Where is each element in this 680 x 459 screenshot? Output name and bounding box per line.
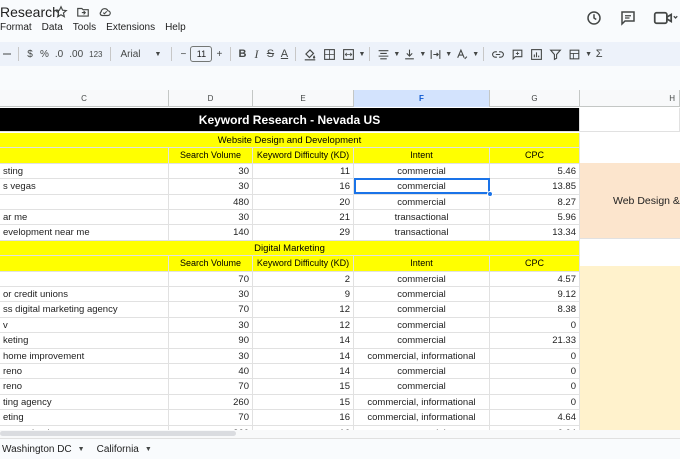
toolbar-divider: [483, 47, 484, 61]
header-intent[interactable]: Intent: [354, 256, 490, 271]
kd-cell[interactable]: 11: [253, 164, 354, 179]
keyword-cell[interactable]: ar me: [0, 210, 169, 225]
column-header-f[interactable]: F: [354, 90, 490, 107]
search-volume-cell[interactable]: 30: [169, 210, 253, 225]
merged-category-cell[interactable]: Web Design &: [580, 163, 680, 239]
sheet-title[interactable]: Keyword Research - Nevada US: [0, 108, 580, 132]
search-volume-cell[interactable]: 40: [169, 364, 253, 379]
cpc-cell[interactable]: 9.12: [490, 287, 580, 302]
keyword-cell[interactable]: keting: [0, 333, 169, 348]
header-keyword[interactable]: [0, 148, 169, 163]
cpc-cell[interactable]: 0: [490, 379, 580, 394]
sheet-tab-washington-dc[interactable]: [0, 444, 95, 455]
horizontal-scrollbar[interactable]: [0, 430, 680, 438]
table-row: [0, 410, 680, 425]
chevron-down-icon: ▼: [154, 50, 162, 58]
sheet-tab-bar: [0, 438, 680, 459]
section-title[interactable]: Website Design and Development: [0, 133, 580, 148]
keyword-cell[interactable]: v: [0, 318, 169, 333]
insert-link-icon[interactable]: [488, 44, 508, 64]
currency-format-button[interactable]: $: [27, 48, 33, 60]
intent-cell[interactable]: commercial: [354, 318, 490, 333]
decrease-decimal-button[interactable]: .0: [54, 48, 64, 60]
kd-cell[interactable]: 16: [253, 179, 354, 194]
search-volume-cell[interactable]: 70: [169, 410, 253, 425]
chevron-down-icon[interactable]: ▼: [419, 50, 427, 58]
kd-cell[interactable]: 12: [253, 302, 354, 317]
keyword-cell[interactable]: ting agency: [0, 395, 169, 410]
chevron-down-icon[interactable]: ▼: [77, 445, 85, 453]
chevron-down-icon[interactable]: ▼: [358, 50, 366, 58]
section-title-row: [0, 241, 680, 256]
kd-cell[interactable]: 14: [253, 333, 354, 348]
kd-cell[interactable]: 21: [253, 210, 354, 225]
search-volume-cell[interactable]: 260: [169, 395, 253, 410]
intent-cell[interactable]: commercial: [354, 287, 490, 302]
decrease-font-size-button[interactable]: −: [180, 48, 187, 60]
search-volume-cell[interactable]: 70: [169, 272, 253, 287]
search-volume-cell[interactable]: 70: [169, 379, 253, 394]
toolbar-divider: [295, 47, 296, 61]
kd-cell[interactable]: 9: [253, 287, 354, 302]
text-wrap-icon[interactable]: [426, 44, 445, 64]
intent-cell[interactable]: commercial: [354, 164, 490, 179]
kd-cell[interactable]: 15: [253, 395, 354, 410]
kd-cell[interactable]: 14: [253, 349, 354, 364]
search-volume-cell[interactable]: 30: [169, 287, 253, 302]
cloud-status-icon[interactable]: [98, 5, 112, 19]
search-volume-cell[interactable]: 30: [169, 164, 253, 179]
number-format-button[interactable]: 123: [89, 49, 103, 59]
cpc-cell[interactable]: 0: [490, 318, 580, 333]
search-volume-cell[interactable]: 140: [169, 225, 253, 240]
sheet-tab-label: Washington DC: [2, 443, 72, 455]
table-row: [0, 318, 680, 333]
kd-cell[interactable]: 15: [253, 379, 354, 394]
move-folder-icon[interactable]: [76, 5, 90, 19]
percent-format-button[interactable]: %: [40, 48, 49, 60]
sheet-tab-california[interactable]: [95, 444, 162, 455]
table-row: [0, 349, 680, 364]
table-row: [0, 225, 680, 240]
cpc-cell[interactable]: 0: [490, 364, 580, 379]
strikethrough-button[interactable]: S: [266, 48, 275, 60]
cpc-cell[interactable]: 8.27: [490, 195, 580, 210]
toolbar-divider: [369, 47, 370, 61]
filter-views-icon[interactable]: [565, 44, 585, 64]
sheet-title-row: [0, 108, 680, 132]
font-size-input[interactable]: 11: [190, 46, 212, 62]
table-row: [0, 333, 680, 348]
table-row: [0, 302, 680, 317]
header-search-volume[interactable]: Search Volume: [169, 148, 253, 163]
search-volume-cell[interactable]: 70: [169, 302, 253, 317]
intent-cell[interactable]: transactional: [354, 210, 490, 225]
spreadsheet-grid[interactable]: [0, 90, 680, 431]
keyword-cell[interactable]: [0, 272, 169, 287]
chevron-down-icon[interactable]: ▼: [585, 50, 593, 58]
undo-icon[interactable]: [0, 44, 14, 64]
menu-tools[interactable]: Tools: [72, 22, 97, 33]
top-right-actions: [584, 8, 680, 28]
cpc-cell[interactable]: 8.38: [490, 302, 580, 317]
horizontal-align-icon[interactable]: [374, 44, 393, 64]
table-row: [0, 164, 680, 179]
table-row: [0, 195, 680, 210]
menu-format[interactable]: Format: [0, 22, 32, 33]
column-header-g[interactable]: G: [490, 90, 580, 107]
header-kd[interactable]: Keyword Difficulty (KD): [253, 148, 354, 163]
kd-cell[interactable]: 14: [253, 364, 354, 379]
intent-cell[interactable]: commercial: [354, 272, 490, 287]
functions-icon[interactable]: Σ: [595, 48, 603, 60]
keyword-cell[interactable]: s vegas: [0, 179, 169, 194]
title-icons: [54, 5, 112, 19]
intent-cell[interactable]: commercial, informational: [354, 349, 490, 364]
chevron-down-icon[interactable]: ▼: [144, 445, 152, 453]
merge-cells-icon[interactable]: [339, 44, 358, 64]
cpc-cell[interactable]: 21.33: [490, 333, 580, 348]
font-family-select[interactable]: [115, 49, 168, 60]
keyword-cell[interactable]: reno: [0, 364, 169, 379]
search-volume-cell[interactable]: 90: [169, 333, 253, 348]
kd-cell[interactable]: 12: [253, 318, 354, 333]
vertical-align-icon[interactable]: [400, 44, 419, 64]
keyword-cell[interactable]: home improvement: [0, 349, 169, 364]
toolbar-divider: [230, 47, 231, 61]
cpc-cell[interactable]: 4.64: [490, 410, 580, 425]
table-row: [0, 179, 680, 194]
scrollbar-thumb[interactable]: [0, 431, 236, 436]
menu-help[interactable]: Help: [165, 22, 186, 33]
keyword-cell[interactable]: [0, 195, 169, 210]
intent-cell[interactable]: commercial: [354, 302, 490, 317]
toolbar-divider: [171, 47, 172, 61]
cpc-cell[interactable]: 13.85: [490, 179, 580, 194]
bold-button[interactable]: B: [238, 48, 247, 60]
font-family-value: Arial: [120, 48, 141, 60]
column-header-d[interactable]: D: [169, 90, 253, 107]
keyword-cell[interactable]: evelopment near me: [0, 225, 169, 240]
table-row: [0, 272, 680, 287]
header-search-volume[interactable]: Search Volume: [169, 256, 253, 271]
search-volume-cell[interactable]: 30: [169, 318, 253, 333]
title-bar: [0, 0, 680, 40]
menu-extensions[interactable]: Extensions: [106, 22, 156, 33]
italic-button[interactable]: I: [254, 46, 259, 61]
search-volume-cell[interactable]: 30: [169, 349, 253, 364]
keyword-cell[interactable]: reno: [0, 379, 169, 394]
kd-cell[interactable]: 20: [253, 195, 354, 210]
column-header-bar: [0, 90, 680, 107]
text-color-button[interactable]: A: [280, 48, 289, 60]
intent-cell[interactable]: commercial, informational: [354, 395, 490, 410]
cpc-cell[interactable]: 0: [490, 395, 580, 410]
menu-data[interactable]: Data: [41, 22, 63, 33]
document-title[interactable]: Research: [0, 4, 60, 20]
video-call-icon[interactable]: [652, 8, 680, 28]
header-kd[interactable]: Keyword Difficulty (KD): [253, 256, 354, 271]
keyword-cell[interactable]: eting: [0, 410, 169, 425]
insert-comment-icon[interactable]: [508, 44, 527, 64]
fill-color-icon[interactable]: [300, 44, 320, 64]
intent-cell[interactable]: commercial: [354, 364, 490, 379]
history-icon[interactable]: [584, 8, 604, 28]
column-header-c[interactable]: C: [0, 90, 169, 107]
merged-category-cell[interactable]: [580, 266, 680, 431]
table-row: [0, 287, 680, 302]
toolbar: [0, 42, 680, 66]
chevron-down-icon[interactable]: ▼: [472, 50, 480, 58]
star-icon[interactable]: [54, 5, 68, 19]
keyword-cell[interactable]: or credit unions: [0, 287, 169, 302]
intent-cell[interactable]: commercial: [354, 179, 490, 194]
toolbar-divider: [18, 47, 19, 61]
section-title[interactable]: Digital Marketing: [0, 241, 580, 256]
cpc-cell[interactable]: 4.57: [490, 272, 580, 287]
kd-cell[interactable]: 2: [253, 272, 354, 287]
column-header-h[interactable]: H: [580, 90, 680, 107]
column-header-e[interactable]: E: [253, 90, 354, 107]
search-volume-cell[interactable]: 480: [169, 195, 253, 210]
table-row: [0, 364, 680, 379]
cpc-cell[interactable]: 13.34: [490, 225, 580, 240]
intent-cell[interactable]: commercial: [354, 195, 490, 210]
table-row: [0, 395, 680, 410]
cpc-cell[interactable]: 0: [490, 349, 580, 364]
table-header-row: [0, 148, 680, 163]
kd-cell[interactable]: 16: [253, 410, 354, 425]
table-header-row: [0, 256, 680, 271]
borders-icon[interactable]: [320, 44, 339, 64]
increase-font-size-button[interactable]: +: [216, 48, 223, 60]
intent-cell[interactable]: transactional: [354, 225, 490, 240]
increase-decimal-button[interactable]: .00: [69, 48, 84, 60]
header-cpc[interactable]: CPC: [490, 148, 580, 163]
cpc-cell[interactable]: 5.46: [490, 164, 580, 179]
fill-handle[interactable]: [487, 191, 493, 197]
chevron-down-icon[interactable]: ▼: [445, 50, 453, 58]
intent-cell[interactable]: commercial: [354, 379, 490, 394]
header-keyword[interactable]: [0, 256, 169, 271]
section-title-row: [0, 133, 680, 148]
chevron-down-icon[interactable]: ▼: [393, 50, 401, 58]
sheet-tab-label: California: [96, 443, 139, 455]
intent-cell[interactable]: commercial, informational: [354, 410, 490, 425]
empty-cell[interactable]: [580, 108, 680, 132]
cpc-cell[interactable]: 5.96: [490, 210, 580, 225]
insert-chart-icon[interactable]: [527, 44, 546, 64]
intent-cell[interactable]: commercial: [354, 333, 490, 348]
header-intent[interactable]: Intent: [354, 148, 490, 163]
table-row: [0, 210, 680, 225]
text-rotation-icon[interactable]: [452, 44, 472, 64]
keyword-cell[interactable]: sting: [0, 164, 169, 179]
table-row: [0, 379, 680, 394]
kd-cell[interactable]: 29: [253, 225, 354, 240]
keyword-cell[interactable]: ss digital marketing agency: [0, 302, 169, 317]
comment-icon[interactable]: [618, 8, 638, 28]
filter-icon[interactable]: [546, 44, 565, 64]
toolbar-divider: [110, 47, 111, 61]
header-cpc[interactable]: CPC: [490, 256, 580, 271]
search-volume-cell[interactable]: 30: [169, 179, 253, 194]
menu-bar: [0, 21, 186, 34]
